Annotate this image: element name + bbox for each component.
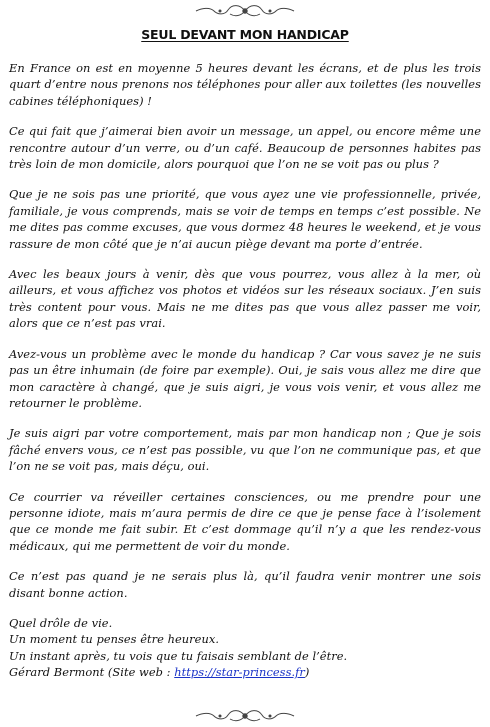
website-link[interactable]: https://star-princess.fr bbox=[174, 665, 305, 680]
poem-line: Un moment tu penses être heureux. bbox=[9, 632, 220, 647]
paragraph: Avec les beaux jours à venir, dès que vous pourrez, vous allez à la mer, où ailleurs, et vous affichez vos photos et vidéos sur les réseaux sociaux. J’en suis très content pour vous. Mais ne me dites pas que vous allez passer me voir, alors que ce n’est pas vrai. bbox=[9, 267, 481, 331]
signature-suffix: ) bbox=[304, 665, 310, 680]
paragraph: Que je ne sois pas une priorité, que vous ayez une vie professionnelle, privée, familiale, je vous comprends, mais se voir de temps en temps c’est possible. Ne me dites pas comme excuses, que vous dormez 48 heures le weekend, et je vous rassure de mon côté que je n’ai aucun piège devant ma porte d’entrée. bbox=[9, 187, 481, 251]
page-title: SEUL DEVANT MON HANDICAP bbox=[141, 27, 349, 42]
paragraph: Ce n’est pas quand je ne serais plus là, qu’il faudra venir montrer une sois disant bonne action. bbox=[9, 569, 481, 600]
poem bbox=[9, 615, 481, 681]
signature-prefix: Gérard Bermont (Site web : bbox=[9, 665, 175, 680]
signature-line bbox=[9, 664, 481, 680]
top-flourish-ornament-icon bbox=[190, 2, 300, 20]
poem-line: Un instant après, tu vois que tu faisais semblant de l’être. bbox=[9, 648, 348, 663]
poem-line: Quel drôle de vie. bbox=[9, 615, 113, 630]
paragraph: Avez-vous un problème avec le monde du handicap ? Car vous savez je ne suis pas un être inhumain (de foire par exemple). Oui, je sais vous allez me dire que mon caractère à changé, que je suis aigri, je vous vois venir, et vous allez me retourner le problème. bbox=[9, 346, 481, 410]
paragraph: Ce qui fait que j’aimerai bien avoir un message, un appel, ou encore même une rencontre autour d’un verre, ou d’un café. Beaucoup de personnes habites pas très loin de mon domicile, alors pourquoi que l’on ne se voit pas ou plus ? bbox=[9, 124, 481, 172]
letter-body bbox=[9, 60, 481, 695]
paragraph: En France on est en moyenne 5 heures devant les écrans, et de plus les trois quart d’entre nous prenons nos téléphones pour aller aux toilettes (les nouvelles cabines téléphoniques) ! bbox=[9, 61, 481, 108]
bottom-flourish-ornament-icon bbox=[190, 707, 300, 725]
paragraph: Ce courrier va réveiller certaines consciences, ou me prendre pour une personne idiote, mais m’aura permis de dire ce que je pense face à l’isolement que ce monde me fait subir. Et c’est dommage qu’il n’y a que les rendez-vous médicaux, qui me permettent de voir du monde. bbox=[9, 489, 481, 553]
paragraph: Je suis aigri par votre comportement, mais par mon handicap non ; Que je sois fâché envers vous, ce n’est pas possible, vu que l’on ne communique pas, et que l’on ne se voit pas, mais déçu, oui. bbox=[9, 426, 481, 474]
